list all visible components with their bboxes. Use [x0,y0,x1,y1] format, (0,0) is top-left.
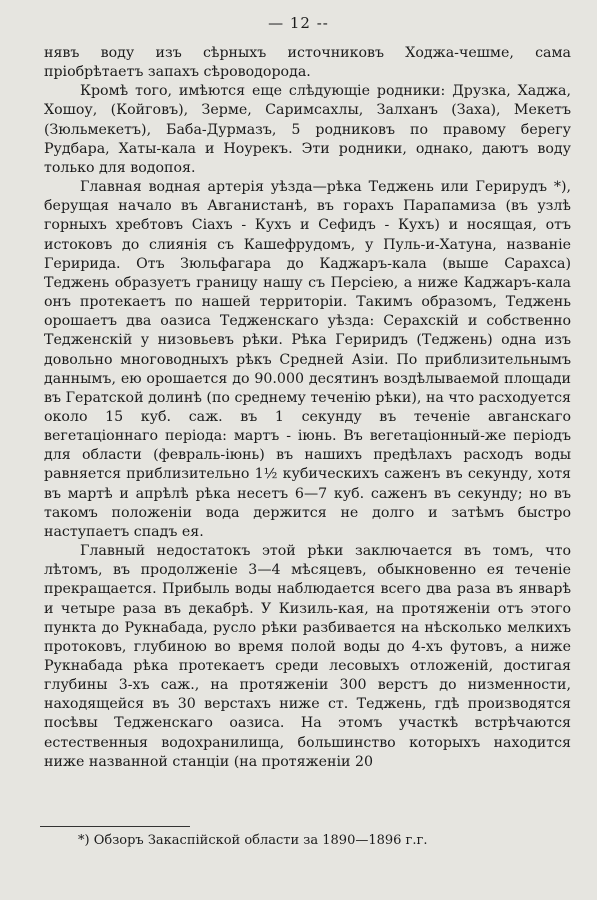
paragraph-continuation: нявъ воду изъ сѣрныхъ источниковъ Ходжа-чешме, сама пріобрѣтаетъ запахъ сѣроводорода. [44,45,571,81]
footnote-divider [40,826,190,827]
footnote: *) Обзоръ Закаспійской области за 1890—1896 г.г. [78,833,428,848]
paragraph-river-shortcomings: Главный недостатокъ этой рѣки заключается въ томъ, что лѣтомъ, въ продолженіе 3—4 мѣсяцевъ, обыкновенно ея теченіе прекращается. Прибыль воды наблюдается всего два раза въ январѣ и четыре раза въ декабрѣ. У Кизиль-кая, на протяженіи отъ этого пункта до Рукнабада, русло рѣки разбивается на нѣсколько мелкихъ протоковъ, глубиною во время полой воды до 4-хъ футовъ, а ниже Рукнабада рѣка протекаетъ среди лесовыхъ отложеній, достигая глубины 3-хъ саж., на протяженіи 300 верстъ до низменности, находящейся въ 30 верстахъ ниже ст. Теджень, гдѣ производятся посѣвы Тедженскаго оазиса. На этомъ участкѣ встрѣчаются естественныя водохранилища, большинство которыхъ находится ниже названной станціи (на протяженіи 20 [44,543,571,770]
page-number: — 12 -- [268,14,329,32]
paragraph-tedzhen-river: Главная водная артерія уѣзда—рѣка Теджень или Герирудъ *), берущая начало въ Авганистанѣ, въ горахъ Парапамиза (въ узлѣ горныхъ хребтовъ Сіахъ - Кухъ и Сефидъ - Кухъ) и носящая, отъ истоковъ до слиянія съ Кашефрудомъ, у Пуль-и-Хатуна, названіе Геририда. Отъ Зюльфагара до Каджаръ-кала (выше Сарахса) Теджень образуетъ границу нашу съ Персіею, а ниже Каджаръ-кала онъ протекаетъ по нашей территоріи. Такимъ образомъ, Теджень орошаетъ два оазиса Тедженскаго уѣзда: Сераxскій и собственно Тедженскій у низовьевъ рѣки. Рѣка Гериридъ (Теджень) одна изъ довольно многоводныхъ рѣкъ Средней Азіи. По приблизительнымъ даннымъ, ею орошается до 90.000 десятинъ воздѣлываемой площади въ Гератской долинѣ (по среднему теченію рѣки), на что расходуется около 15 куб. саж. въ 1 секунду въ теченіе авганскаго вегетаціоннаго періода: мартъ - іюнь. Въ вегетаціонный-же періодъ для области (февраль-іюнь) въ нашихъ предѣлахъ расходъ воды равняется приблизительно 1½ кубическихъ саженъ въ секунду, хотя въ мартѣ и апрѣлѣ рѣка несетъ 6—7 куб. саженъ въ секунду; но въ такомъ положеніи вода держится не долго и затѣмъ быстро наступаетъ спадъ ея. [44,179,571,540]
paragraph-springs: Кромѣ того, имѣются еще слѣдующіе родники: Друзка, Хаджа, Хошоу, (Койговъ), Зерме, Саримсахлы, Залханъ (Заха), Мекетъ (Зюльмекетъ), Баба-Дурмазъ, 5 родниковъ по правому берегу Рудбара, Хаты-кала и Ноурекъ. Эти родники, однако, даютъ воду только для водопоя. [44,83,571,176]
body-text [44,44,571,772]
